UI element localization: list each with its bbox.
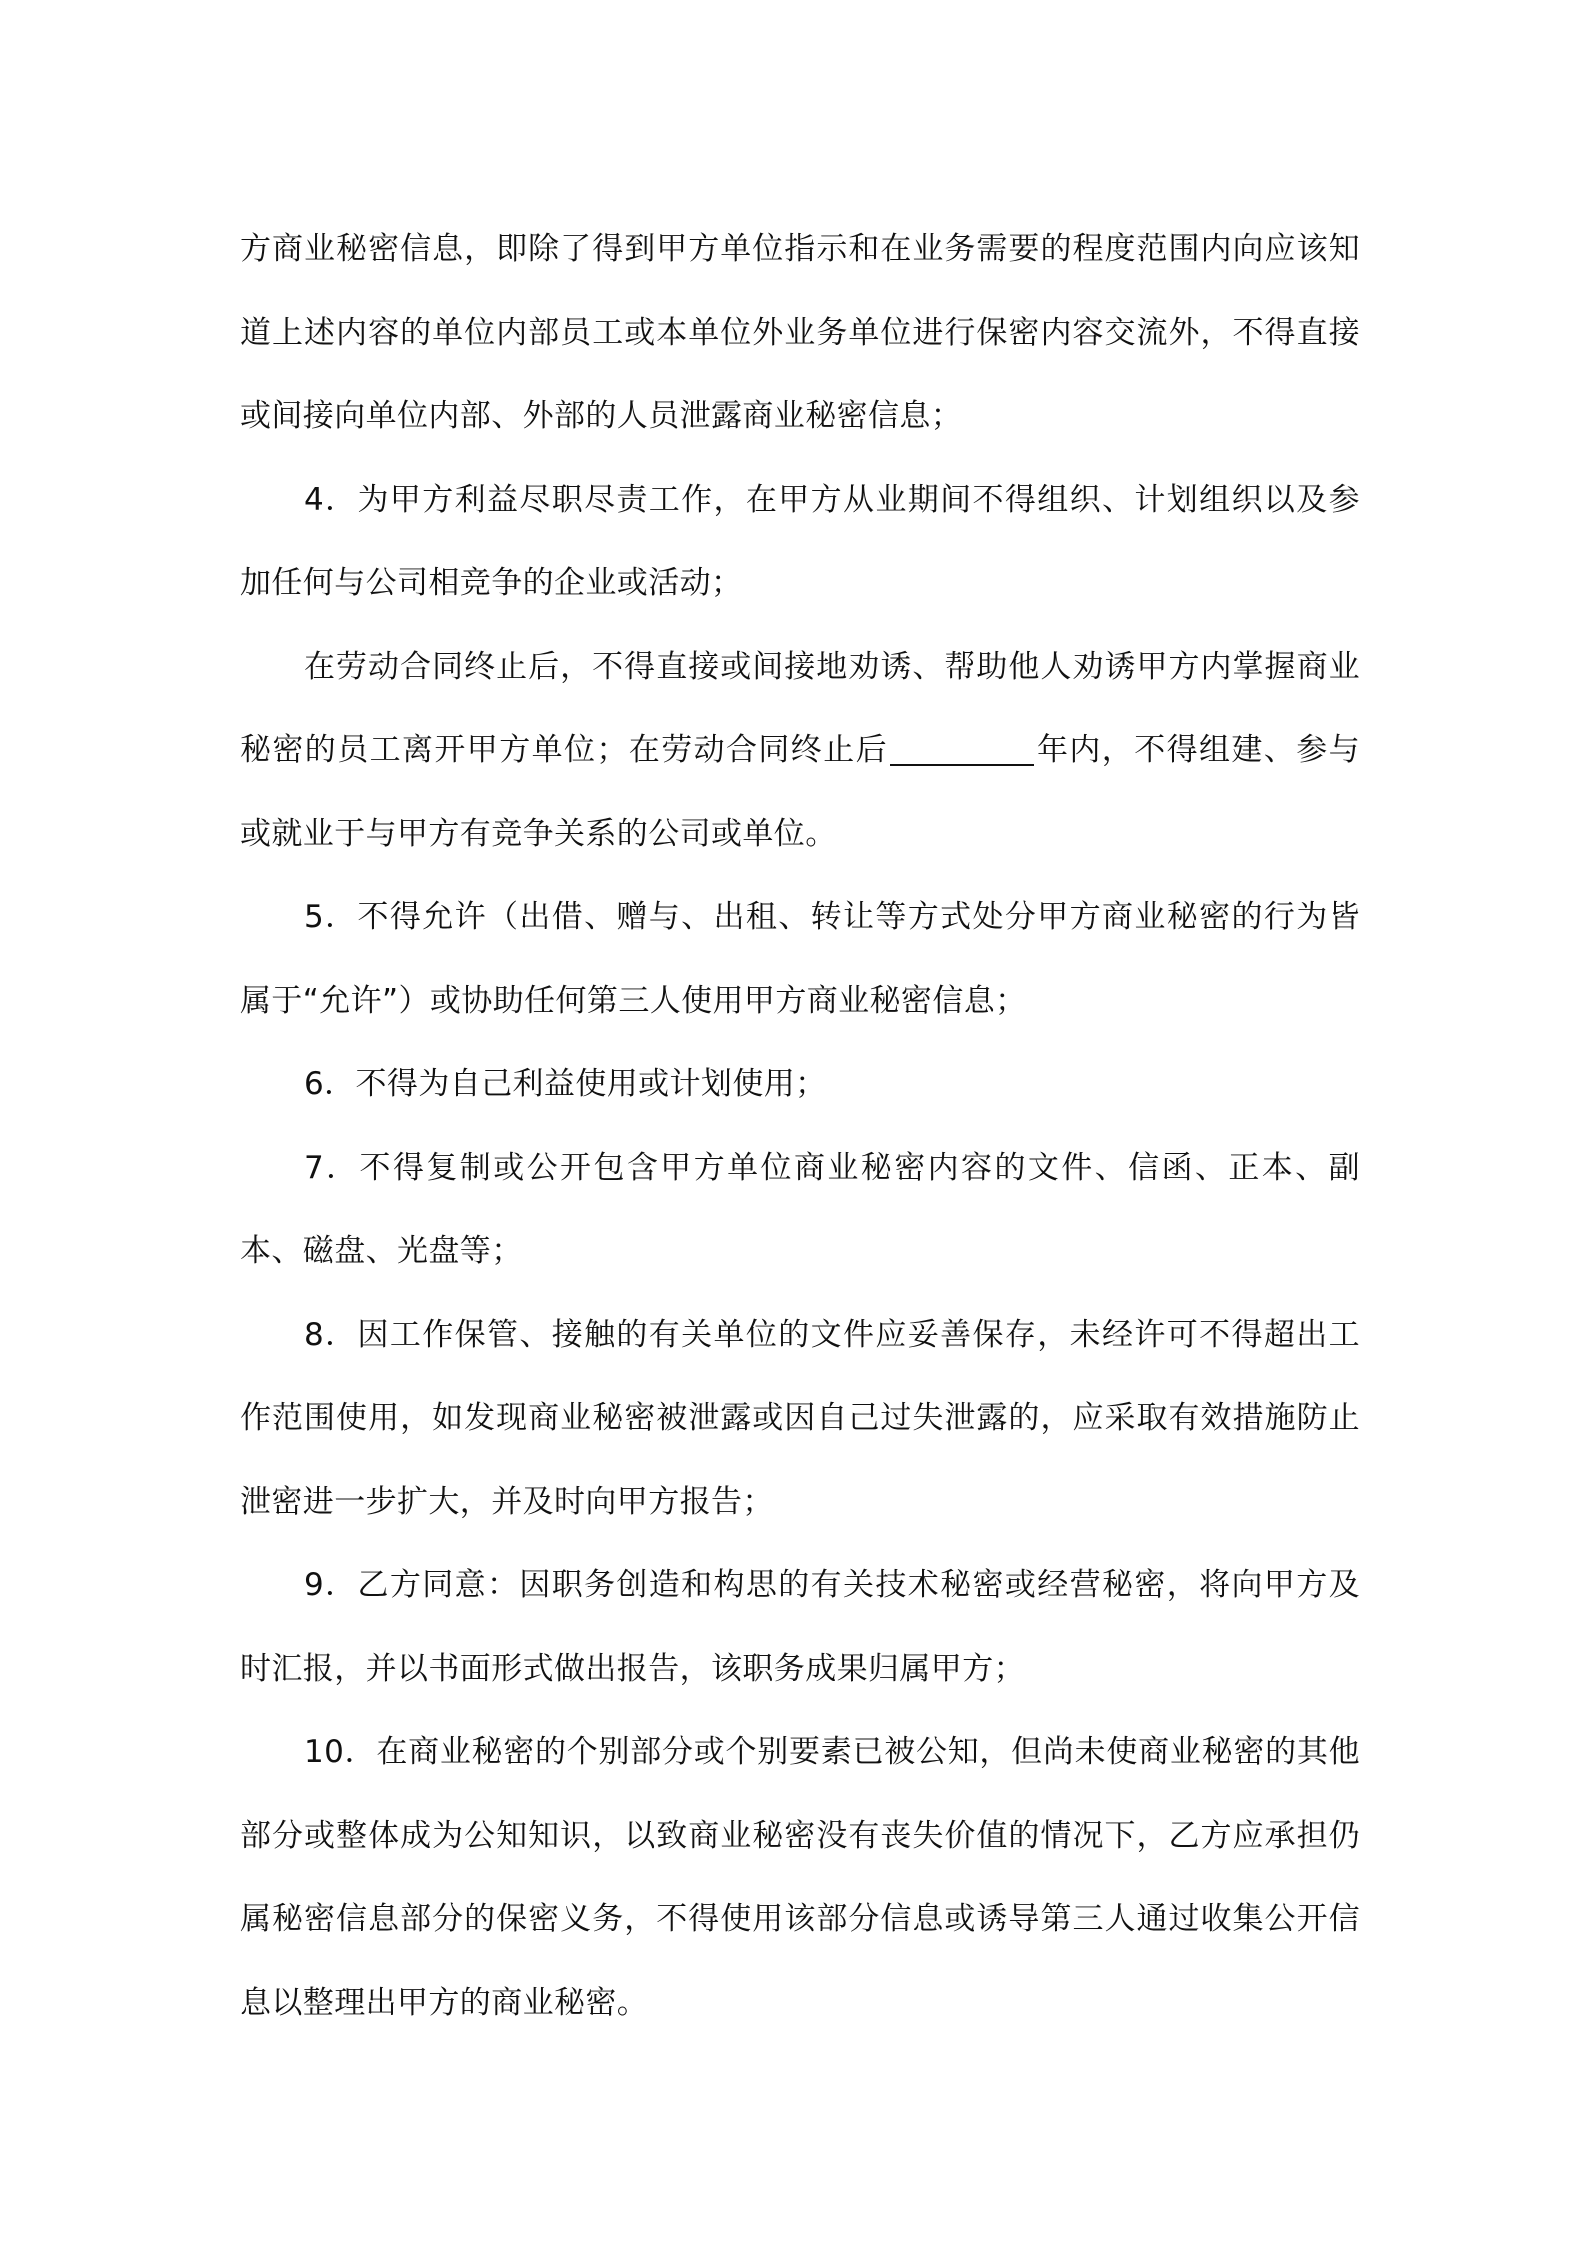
paragraph-continuation: 方商业秘密信息，即除了得到甲方单位指示和在业务需要的程度范围内向应该知道上述内容的单位内部员工或本单位外业务单位进行保密内容交流外，不得直接或间接向单位内部、外部的人员泄露商业秘密信息；: [240, 231, 1360, 434]
paragraph-item-9: 9．乙方同意：因职务创造和构思的有关技术秘密或经营秘密，将向甲方及时汇报，并以书面形式做出报告，该职务成果归属甲方；: [240, 1567, 1360, 1687]
fill-in-blank-years: [890, 763, 1034, 766]
paragraph-item-6: 6．不得为自己利益使用或计划使用；: [304, 1066, 827, 1102]
document-body: [240, 208, 1360, 2045]
paragraph-item-5: 5．不得允许（出借、赠与、出租、转让等方式处分甲方商业秘密的行为皆属于“允许”）或协助任何第三人使用甲方商业秘密信息；: [240, 899, 1360, 1019]
paragraph-item-4: 4．为甲方利益尽职尽责工作，在甲方从业期间不得组织、计划组织以及参加任何与公司相竞争的企业或活动；: [240, 481, 1360, 601]
paragraph-item-8: 8．因工作保管、接触的有关单位的文件应妥善保存，未经许可不得超出工作范围使用，如发现商业秘密被泄露或因自己过失泄露的，应采取有效措施防止泄密进一步扩大，并及时向甲方报告；: [240, 1316, 1360, 1520]
paragraph-non-compete-text-before: 在劳动合同终止后，不得直接或间接地劝诱、帮助他人劝诱甲方内掌握商业秘密的员工离开甲方单位；在劳动合同终止后: [240, 648, 1360, 768]
paragraph-item-10: 10．在商业秘密的个别部分或个别要素已被公知，但尚未使商业秘密的其他部分或整体成为公知知识，以致商业秘密没有丧失价值的情况下，乙方应承担仍属秘密信息部分的保密义务，不得使用该部分信息或诱导第三人通过收集公开信息以整理出甲方的商业秘密。: [240, 1734, 1360, 2021]
paragraph-non-compete-text-after: 年内，不得组建、参与或就业于与甲方有竞争关系的公司或单位。: [240, 732, 1360, 852]
paragraph-item-7: 7．不得复制或公开包含甲方单位商业秘密内容的文件、信函、正本、副本、磁盘、光盘等；: [240, 1149, 1360, 1269]
paragraph-non-compete: [240, 626, 1360, 877]
